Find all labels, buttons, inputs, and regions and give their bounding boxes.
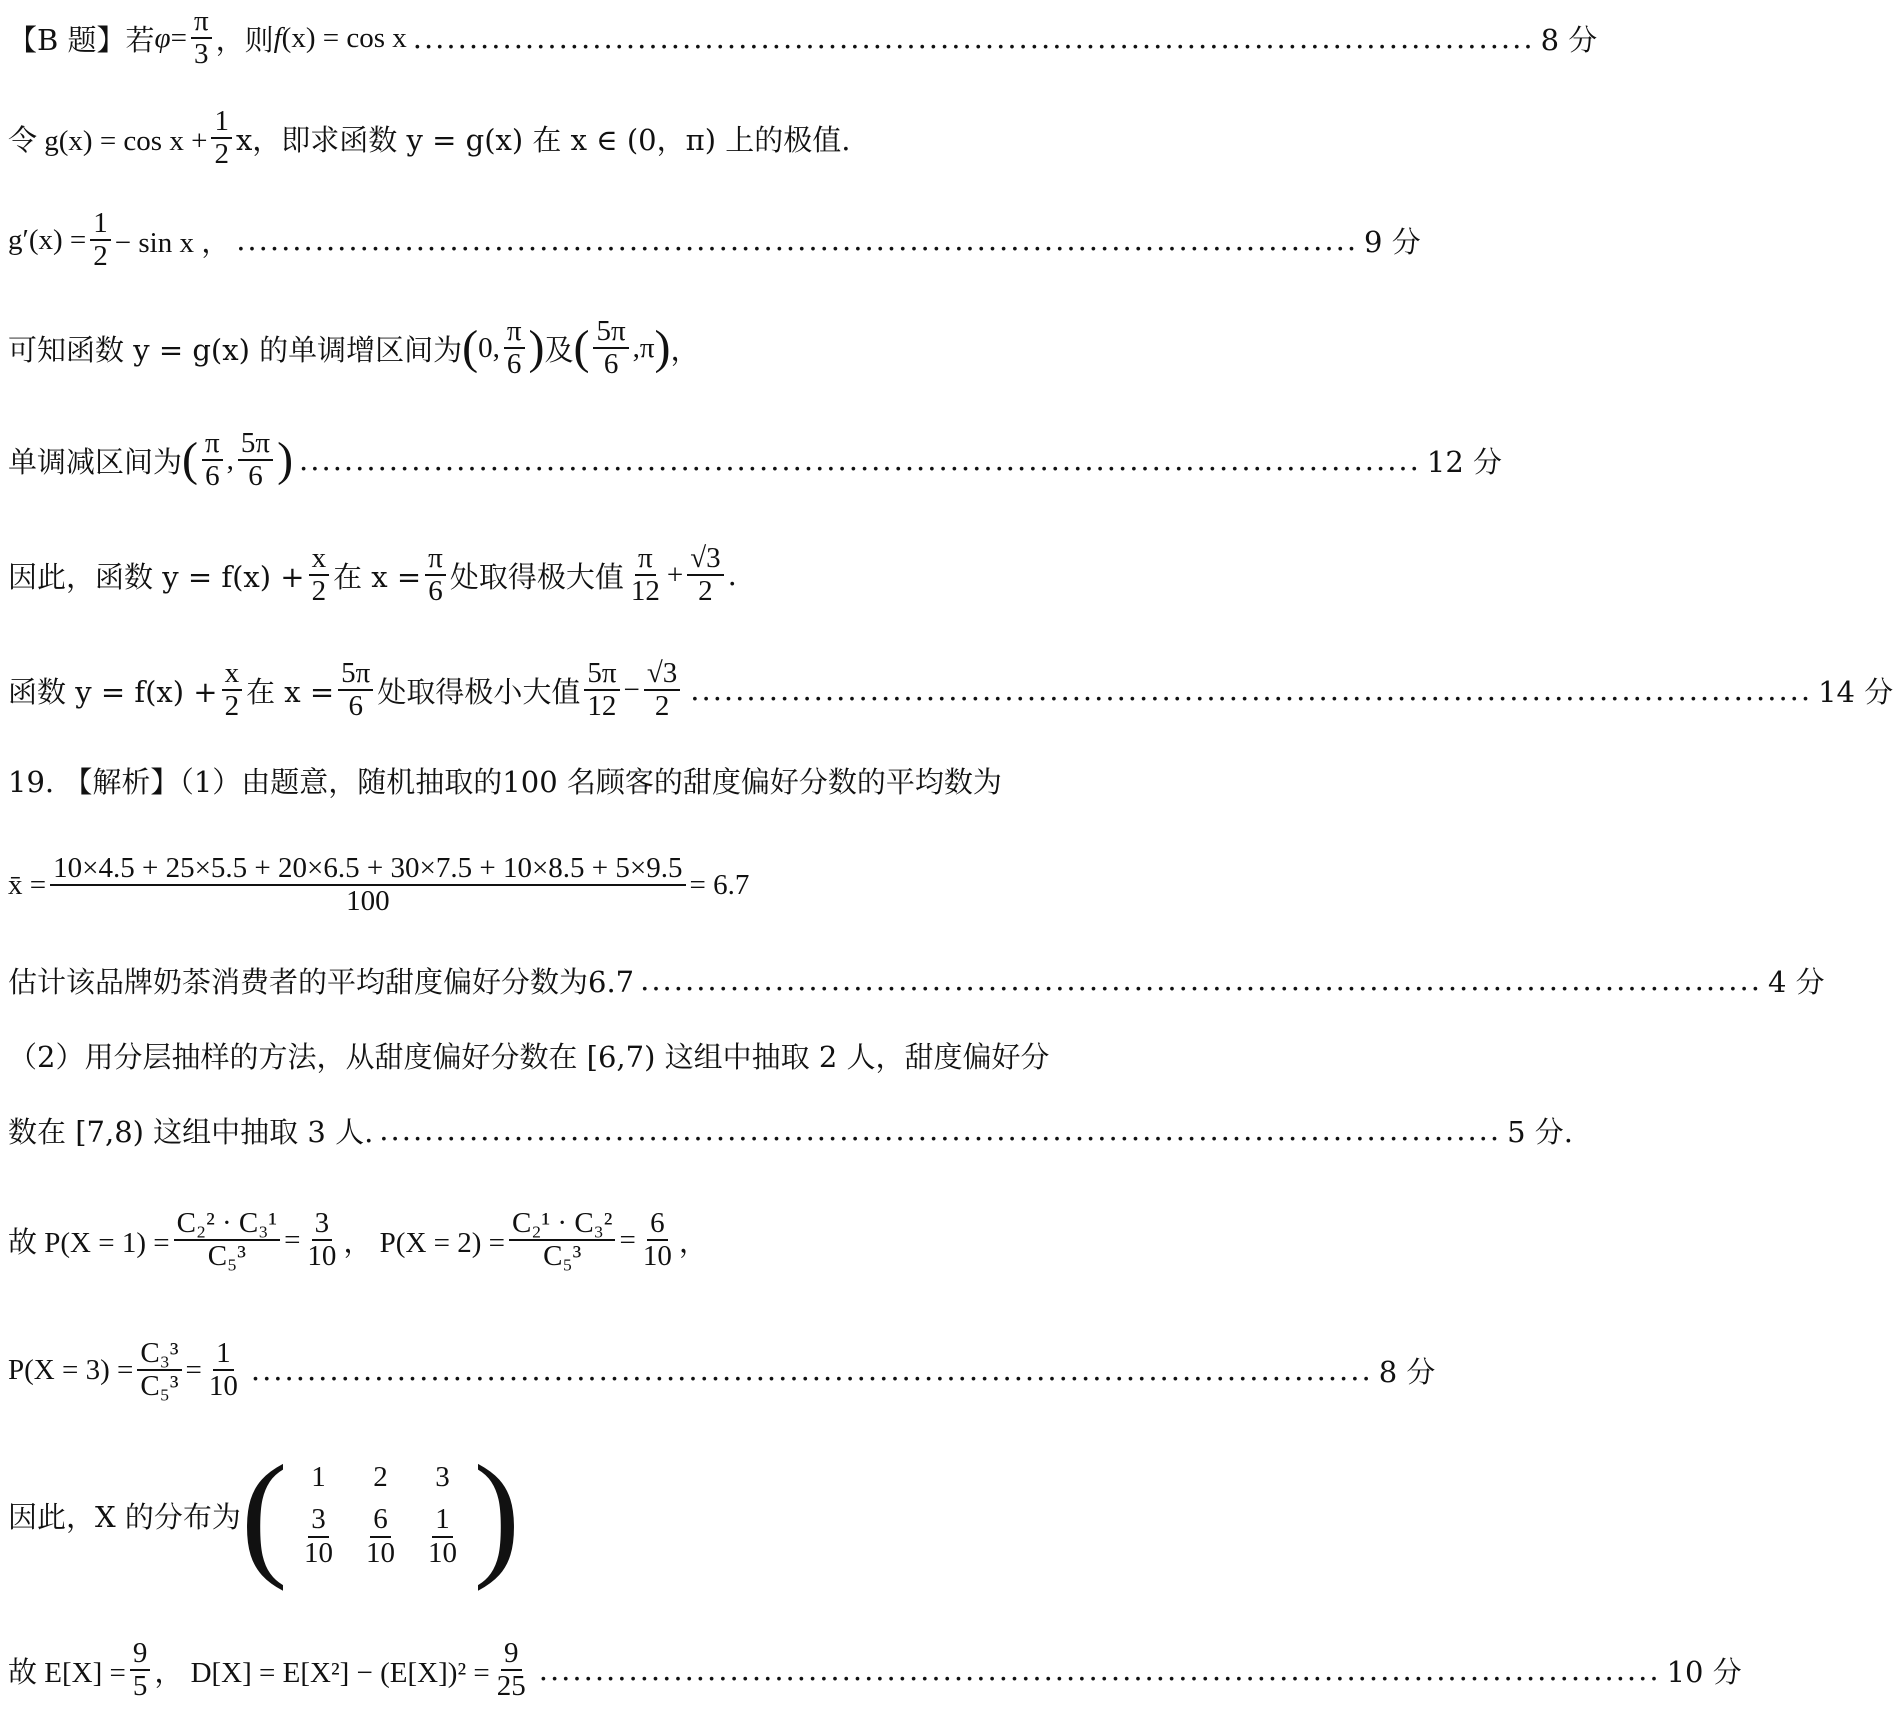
fraction: $\frac{3}{10}$: [307, 1206, 337, 1272]
matrix-prob: $\frac{6}{10}$: [366, 1503, 395, 1569]
matrix-paren: (: [240, 1437, 288, 1592]
text: x，即求函数 y = g(x) 在 x ∈ (0，π) 上的极值.: [235, 122, 851, 157]
fraction: $\frac{5\pi}{12}$: [584, 658, 619, 723]
matrix-prob: $\frac{1}{10}$: [428, 1503, 457, 1569]
score-label: 8 分: [1378, 1354, 1436, 1389]
fraction: $\frac{\pi}{6}$: [504, 316, 525, 381]
math: f: [273, 21, 282, 54]
matrix-paren: ): [473, 1437, 521, 1592]
matrix-prob: $\frac{3}{10}$: [304, 1503, 333, 1569]
score-label: 10 分: [1666, 1654, 1742, 1689]
math: 0,: [478, 331, 500, 364]
text: （2）用分层抽样的方法，从甜度偏好分数在 [6,7) 这组中抽取 2 人，甜度偏好分: [8, 1039, 1050, 1074]
math: g′(x) =: [8, 223, 87, 256]
fraction: $\frac{√3}{2}$: [644, 658, 680, 723]
math-symbol: φ: [154, 21, 171, 54]
leader-dots: ....................................................................................................: [640, 963, 1762, 997]
score-label: 8 分: [1540, 22, 1598, 57]
fraction: $\frac{5\pi}{6}$: [338, 658, 373, 723]
text: 19. 【解析】（1）由题意，随机抽取的100 名顾客的甜度偏好分数的平均数为: [8, 764, 1002, 799]
paren: (: [462, 321, 479, 374]
text: 估计该品牌奶茶消费者的平均甜度偏好分数为6.7: [8, 964, 635, 999]
text: 单调减区间为: [8, 444, 183, 479]
leader-dots: ....................................................................................................: [412, 21, 1535, 55]
math: 故 P(X = 1) =: [8, 1226, 170, 1259]
matrix-value: 2: [373, 1461, 388, 1494]
paren: ): [654, 321, 671, 374]
matrix-value: 1: [311, 1461, 326, 1494]
fraction: $\frac{\pi}{6}$: [202, 428, 223, 493]
fraction: $\frac{10\times 4.5 + 25\times 5.5 + 20\times 6.5 + 30\times 7.5 + 10\times 8.5 + 5\times 9.5}{100}$: [50, 853, 685, 918]
math: −: [623, 673, 640, 706]
text: 处取得极小大值: [377, 674, 581, 709]
fraction: $\frac{\pi}{12}$: [630, 541, 660, 607]
math: ， P(X = 2) =: [343, 1226, 506, 1259]
math: ,π: [632, 331, 655, 364]
text: ，: [670, 332, 700, 367]
paren: ): [277, 433, 294, 486]
fraction: $\frac{\pi}{3}$: [191, 6, 212, 71]
text: 及: [544, 332, 574, 367]
math: =: [619, 1223, 636, 1256]
text: 处取得极大值: [449, 559, 624, 594]
leader-dots: ....................................................................................................: [690, 673, 1813, 707]
paren: (: [573, 321, 590, 374]
line-derivative: [8, 206, 1421, 272]
math: =: [185, 1353, 202, 1386]
text: 在 x =: [333, 559, 422, 594]
score-label: 4 分: [1767, 964, 1825, 999]
matrix-value: 3: [435, 1461, 450, 1494]
fraction: $\frac{1}{10}$: [208, 1336, 238, 1402]
leader-dots: ....................................................................................................: [538, 1653, 1661, 1687]
score-label: 14 分: [1818, 674, 1893, 709]
line-maximum: [8, 541, 1064, 607]
fraction: $\frac{1}{2}$: [90, 208, 111, 273]
fraction: $\frac{5\pi}{6}$: [238, 428, 273, 493]
text: .: [727, 558, 737, 592]
text: 【B 题】若: [8, 22, 155, 57]
math: P(X = 3) =: [8, 1353, 134, 1386]
line-b-question: [8, 4, 1598, 70]
math: ， D[X] = E[X²] − (E[X])² =: [154, 1656, 490, 1689]
math: 令 g(x) = cos x +: [8, 124, 208, 157]
line-expectation: [8, 1625, 1742, 1715]
paren: (: [182, 433, 198, 486]
line-decreasing: [8, 426, 1502, 492]
score-label: 12 分: [1426, 444, 1502, 479]
line-estimate: [8, 950, 1825, 1010]
text: ，: [678, 1224, 708, 1259]
text: 因此，X 的分布为: [8, 1499, 241, 1534]
fraction: $\frac{1}{2}$: [211, 106, 232, 171]
leader-dots: ....................................................................................................: [250, 1353, 1373, 1387]
line-increasing: [8, 314, 1064, 380]
fraction: $\frac{9}{25}$: [496, 1636, 526, 1702]
math: − sin x ，: [114, 226, 231, 259]
math: +: [666, 558, 684, 591]
math: ,: [226, 443, 234, 476]
distribution-matrix: [288, 1461, 474, 1569]
text: 函数 y = f(x) +: [8, 674, 218, 709]
math: (x) = cos x: [281, 21, 407, 54]
fraction: $\frac{\text{C₂² · C₃¹}}{\text{C₅³}}$: [174, 1208, 280, 1273]
text: 在 x =: [246, 674, 335, 709]
leader-dots: ....................................................................................................: [299, 443, 1421, 477]
score-label: 5 分.: [1507, 1114, 1574, 1149]
paren: ): [528, 321, 545, 374]
math: =: [170, 21, 187, 54]
fraction: $\frac{9}{5}$: [130, 1638, 151, 1703]
line-minimum: [8, 656, 1893, 722]
leader-dots: ....................................................................................................: [236, 223, 1359, 257]
text: 数在 [7,8) 这组中抽取 3 人.: [8, 1114, 374, 1149]
fraction: $\frac{x}{2}$: [309, 543, 330, 608]
line-part2-cont: [8, 1100, 1574, 1160]
text: 因此，函数 y = f(x) +: [8, 559, 305, 594]
fraction: $\frac{\text{C₂¹ · C₃²}}{\text{C₅³}}$: [509, 1208, 615, 1273]
fraction: $\frac{6}{10}$: [642, 1206, 672, 1272]
math: x̄ =: [8, 868, 47, 901]
line-distribution: [8, 1437, 1064, 1592]
fraction: $\frac{\pi}{6}$: [425, 543, 446, 608]
line-p3: [8, 1325, 1436, 1415]
line-problem-19: [8, 750, 1064, 810]
line-part2: [8, 1025, 1064, 1085]
fraction: $\frac{x}{2}$: [222, 658, 243, 723]
line-mean-formula: [8, 840, 1064, 930]
math: =: [284, 1223, 301, 1256]
leader-dots: ....................................................................................................: [379, 1113, 1502, 1147]
line-probabilities: [8, 1195, 1064, 1285]
text: ，则: [215, 22, 274, 57]
fraction: $\frac{5\pi}{6}$: [593, 316, 628, 381]
line-define-g: [8, 104, 1064, 170]
fraction: $\frac{\text{C₃³}}{\text{C₅³}}$: [137, 1338, 181, 1403]
math: = 6.7: [689, 868, 750, 901]
fraction: $\frac{√3}{2}$: [687, 543, 723, 608]
text: 可知函数 y = g(x) 的单调增区间为: [8, 332, 463, 367]
score-label: 9 分: [1364, 224, 1421, 259]
math: 故 E[X] =: [8, 1656, 126, 1689]
